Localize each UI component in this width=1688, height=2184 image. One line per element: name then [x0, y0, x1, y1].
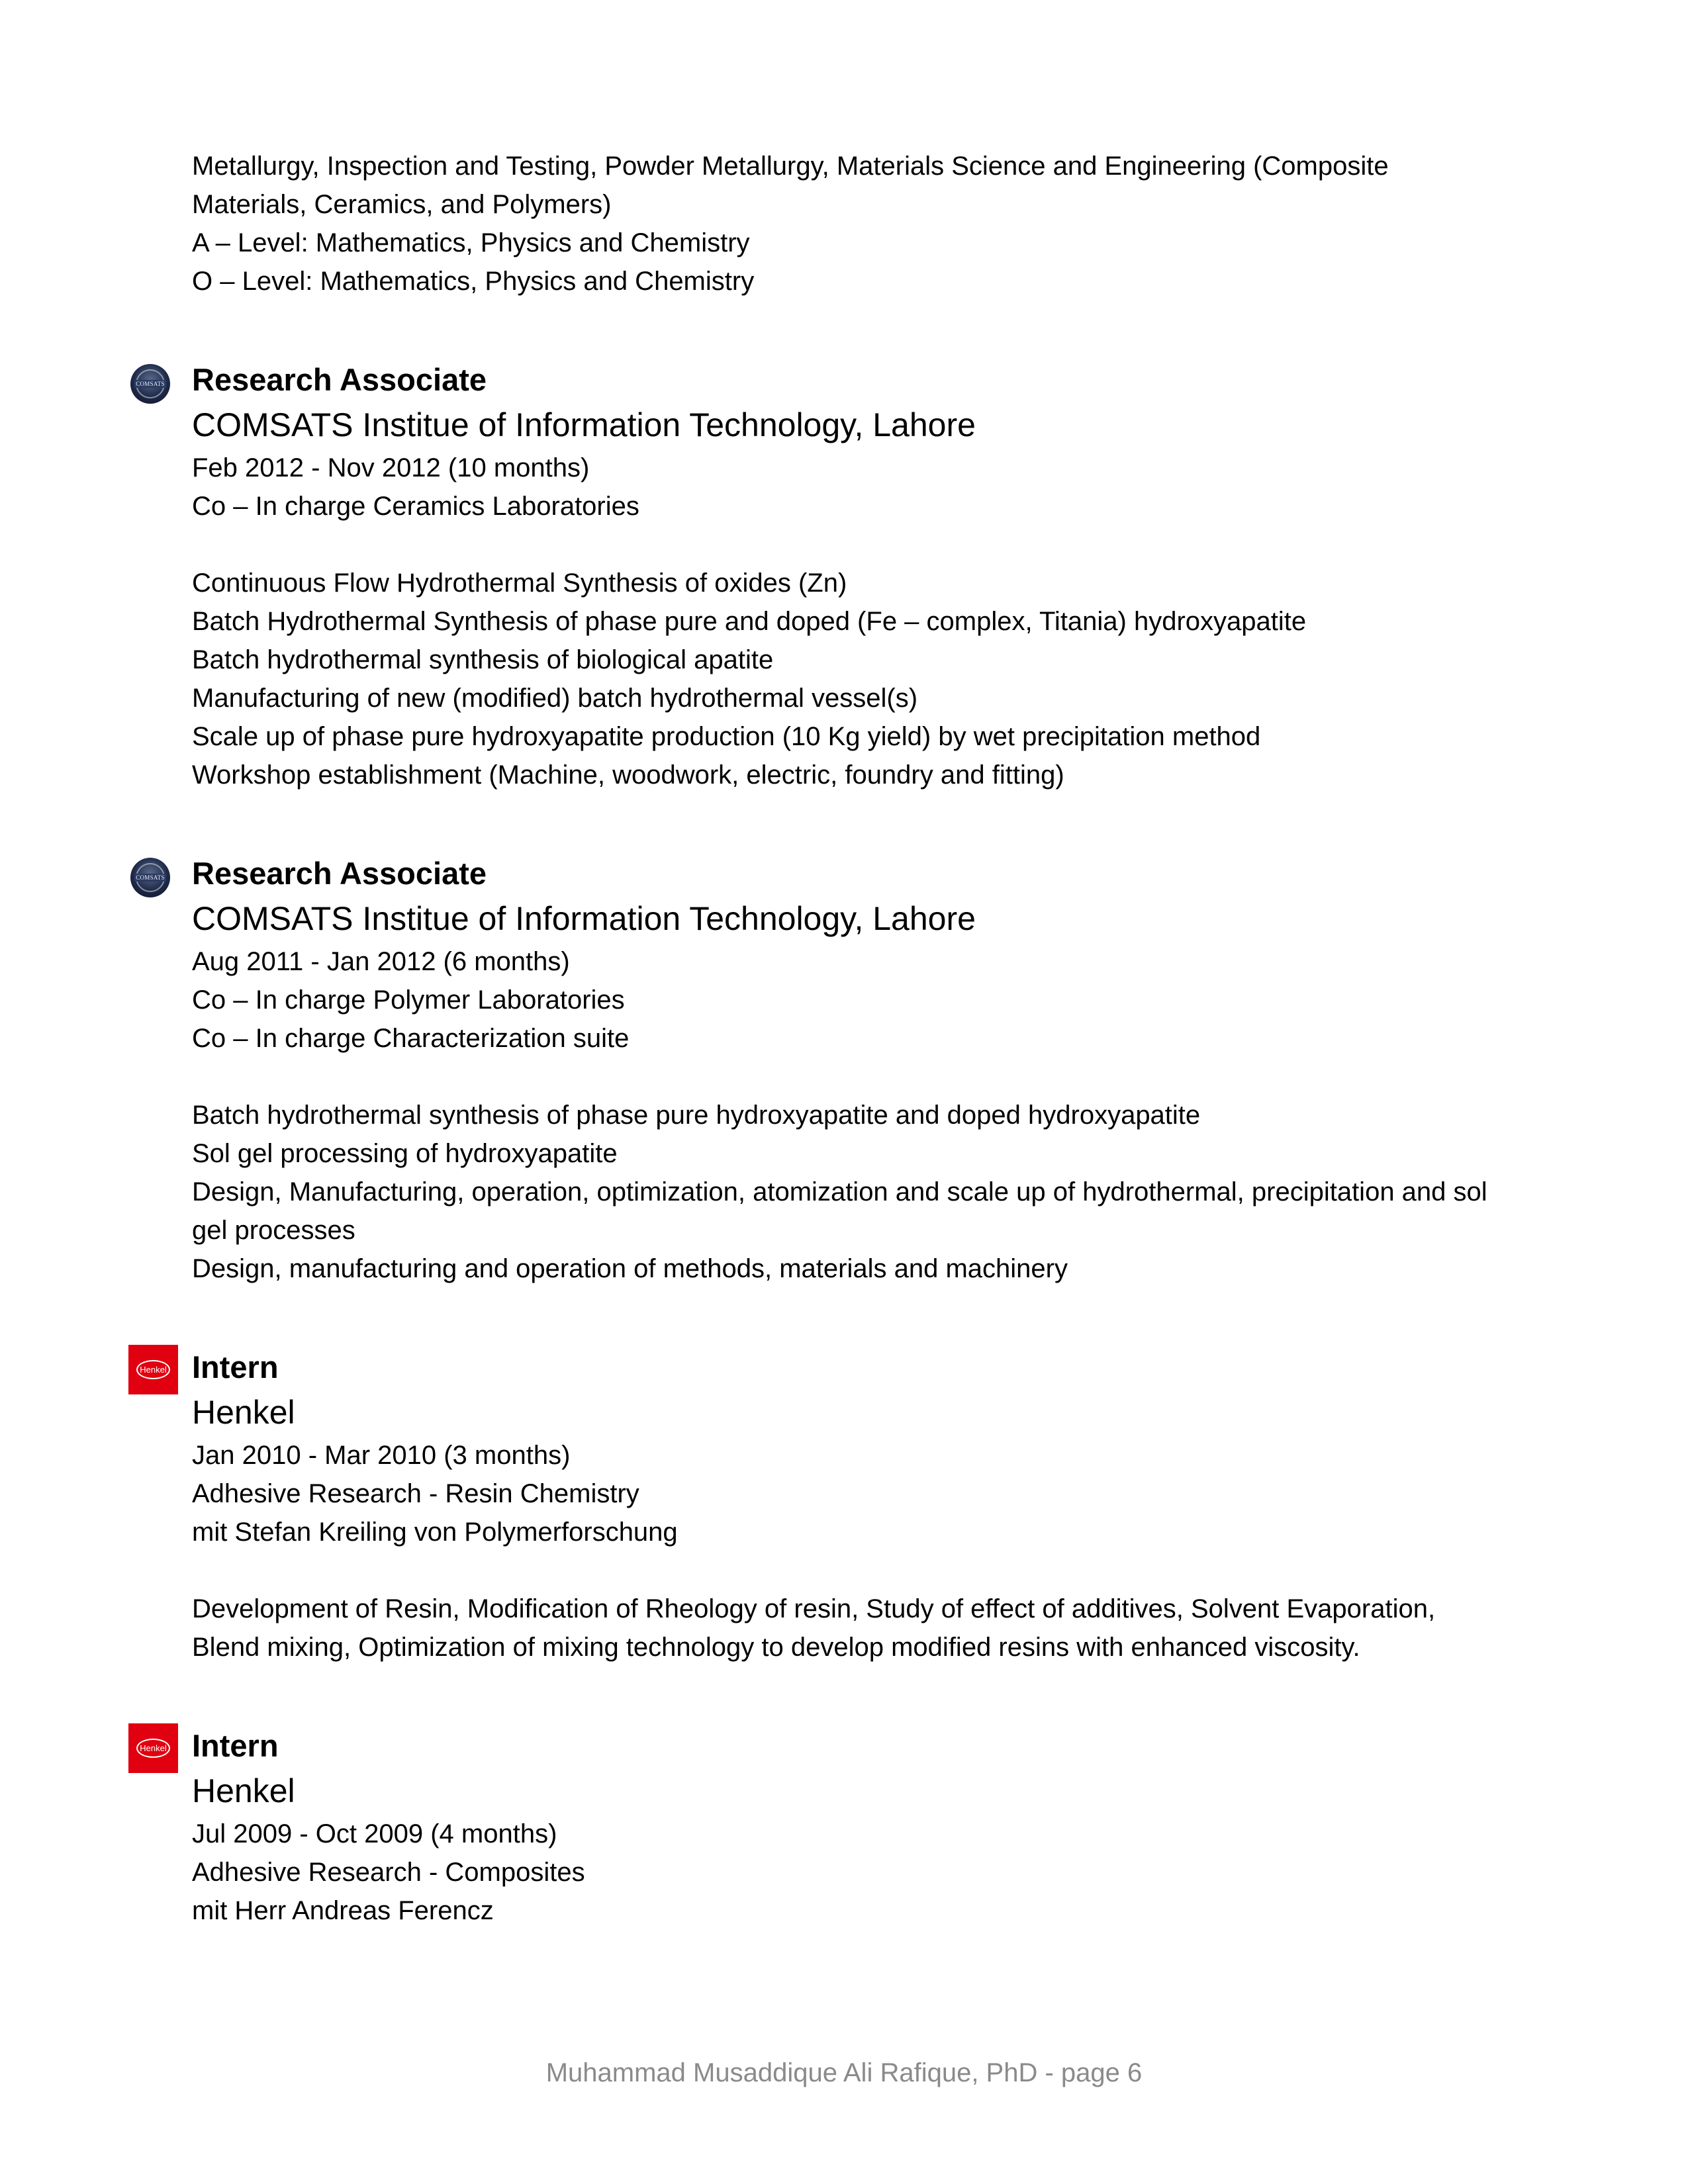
job-dates: Feb 2012 - Nov 2012 (10 months) — [192, 453, 590, 482]
job-title: Research Associate — [192, 856, 487, 891]
job-title: Intern — [192, 1728, 279, 1763]
job-detail: Manufacturing of new (modified) batch hydrothermal vessel(s) — [192, 684, 918, 713]
job-dates: Jul 2009 - Oct 2009 (4 months) — [192, 1819, 557, 1848]
job-role: mit Stefan Kreiling von Polymerforschung — [192, 1518, 678, 1547]
company-name: Henkel — [192, 1394, 295, 1431]
education-line: O – Level: Mathematics, Physics and Chemistry — [192, 267, 755, 296]
job-detail: Development of Resin, Modification of Rheology of resin, Study of effect of additives, Solvent Evaporation, Blend mixing, Optimization of mixing technology to develop modified resins with enhanced viscosity. — [192, 1594, 1436, 1662]
experience-entry — [140, 1346, 1516, 1666]
experience-entry — [136, 852, 1516, 1288]
company-name: Henkel — [192, 1772, 295, 1809]
job-detail: Scale up of phase pure hydroxyapatite production (10 Kg yield) by wet precipitation method — [192, 722, 1261, 751]
comsats-logo-icon: COMSATS — [130, 858, 170, 897]
company-name: COMSATS Institue of Information Technology, Lahore — [192, 406, 976, 443]
job-role: Co – In charge Ceramics Laboratories — [192, 492, 639, 521]
job-title: Intern — [192, 1349, 279, 1385]
job-role: Co – In charge Characterization suite — [192, 1024, 630, 1053]
experience-entry — [136, 359, 1516, 794]
company-name: COMSATS Institue of Information Technology, Lahore — [192, 900, 976, 937]
henkel-logo-icon: Henkel — [128, 1723, 178, 1773]
education-line: Metallurgy, Inspection and Testing, Powder Metallurgy, Materials Science and Engineering (Composite Materials, Ceramics, and Polymers) — [192, 152, 1389, 219]
henkel-logo-icon: Henkel — [128, 1345, 178, 1394]
job-detail: Design, Manufacturing, operation, optimization, atomization and scale up of hydrothermal, precipitation and sol gel processes — [192, 1177, 1487, 1245]
job-detail: Batch hydrothermal synthesis of biological apatite — [192, 645, 774, 674]
job-detail: Workshop establishment (Machine, woodwork, electric, foundry and fitting) — [192, 760, 1064, 790]
resume-page — [136, 147, 1516, 1930]
education-continued — [192, 147, 1516, 300]
experience-entry — [140, 1725, 1516, 1930]
job-dates: Aug 2011 - Jan 2012 (6 months) — [192, 947, 570, 976]
job-title: Research Associate — [192, 362, 487, 397]
job-role: mit Herr Andreas Ferencz — [192, 1896, 494, 1925]
job-detail: Continuous Flow Hydrothermal Synthesis of oxides (Zn) — [192, 569, 847, 598]
comsats-logo-icon: COMSATS — [130, 364, 170, 404]
job-role: Co – In charge Polymer Laboratories — [192, 985, 625, 1015]
job-detail: Batch Hydrothermal Synthesis of phase pure and doped (Fe – complex, Titania) hydroxyapatite — [192, 607, 1307, 636]
job-detail: Batch hydrothermal synthesis of phase pure hydroxyapatite and doped hydroxyapatite — [192, 1101, 1201, 1130]
job-detail: Design, manufacturing and operation of methods, materials and machinery — [192, 1254, 1068, 1283]
job-detail: Sol gel processing of hydroxyapatite — [192, 1139, 618, 1168]
page-footer: Muhammad Musaddique Ali Rafique, PhD - page 6 — [545, 2058, 1143, 2087]
job-role: Adhesive Research - Composites — [192, 1858, 585, 1887]
education-line: A – Level: Mathematics, Physics and Chemistry — [192, 228, 750, 257]
job-dates: Jan 2010 - Mar 2010 (3 months) — [192, 1441, 571, 1470]
job-role: Adhesive Research - Resin Chemistry — [192, 1479, 639, 1508]
